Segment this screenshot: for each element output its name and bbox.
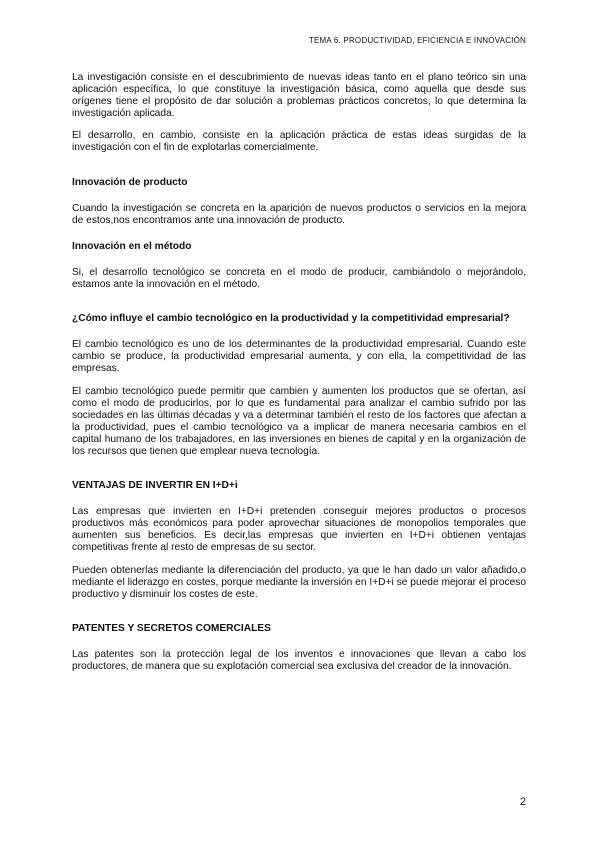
page-content <box>72 72 526 673</box>
paragraph-cambio-productos: El cambio tecnológico puede permitir que cambien y aumenten los productos que se ofertan, así como el modo de producirlos, por lo que es fundamental para analizar el cambio sufrido por las sociedades en las últimas décadas y va a determinar también el resto de los factores que afectan a la productividad, pues el cambio tecnológico va a implicar de manera necesaria cambios en el capital humano de los trabajadores, en las inversiones en bienes de capital y en la organización de los recursos que tienen que emplear nueva tecnología. <box>72 385 526 457</box>
paragraph-innovacion-producto: Cuando la investigación se concreta en la aparición de nuevos productos o servicios en la mejora de estos,nos encontramos ante una innovación de producto. <box>72 202 526 226</box>
heading-cambio-tecnologico: ¿Cómo influye el cambio tecnológico en la productividad y la competitividad empresarial? <box>72 313 510 325</box>
page-number: 2 <box>519 796 526 808</box>
paragraph-cambio-determinante: El cambio tecnológico es uno de los determinantes de la productividad empresarial. Cuando este cambio se produce, la productividad empresarial aumenta, y con ella, la competitividad de las empresas. <box>72 339 526 375</box>
paragraph-patentes: Las patentes son la protección legal de los inventos e innovaciones que llevan a cabo los productores, de manera que su explotación comercial sea exclusiva del creador de la innovación. <box>72 648 526 672</box>
heading-ventajas-idi: VENTAJAS DE INVERTIR EN I+D+i <box>72 480 238 492</box>
paragraph-ventajas-empresas: Las empresas que invierten en I+D+i pretenden conseguir mejores productos o procesos productivos más económicos para poder aprovechar situaciones de monopolios temporales que aumenten sus beneficios. Es decir,las empresas que invierten en I+D+i obtienen ventajas competitivas frente al resto de empresas de su sector. <box>72 506 526 554</box>
paragraph-innovacion-metodo: Si, el desarrollo tecnológico se concreta en el modo de producir, cambiándolo o mejorándolo, estamos ante la innovación en el método. <box>72 266 526 291</box>
heading-patentes: PATENTES Y SECRETOS COMERCIALES <box>72 622 271 634</box>
running-header: TEMA 6. PRODUCTIVIDAD, EFICIENCIA E INNOVACIÓN <box>308 36 526 45</box>
paragraph-ventajas-diferenciacion: Pueden obtenerlas mediante la diferenciación del producto, ya que le han dado un valor añadido,o mediante el liderazgo en costes, porque mediante la inversión en I+D+i se puede mejorar el proceso productivo y disminuir los costes de este. <box>72 564 526 600</box>
heading-innovacion-metodo: Innovación en el método <box>72 240 192 252</box>
heading-innovacion-producto: Innovación de producto <box>72 176 188 188</box>
paragraph-investigacion: La investigación consiste en el descubrimiento de nuevas ideas tanto en el plano teórico sin una aplicación específica, lo que constituye la investigación básica, como aquella que desde sus orígenes tiene el propósito de dar solución a problemas prácticos concretos, lo que determina la investigación aplicada. <box>72 72 526 120</box>
paragraph-desarrollo: El desarrollo, en cambio, consiste en la aplicación práctica de estas ideas surgidas de la investigación con el fin de explotarlas comercialmente. <box>72 130 526 154</box>
